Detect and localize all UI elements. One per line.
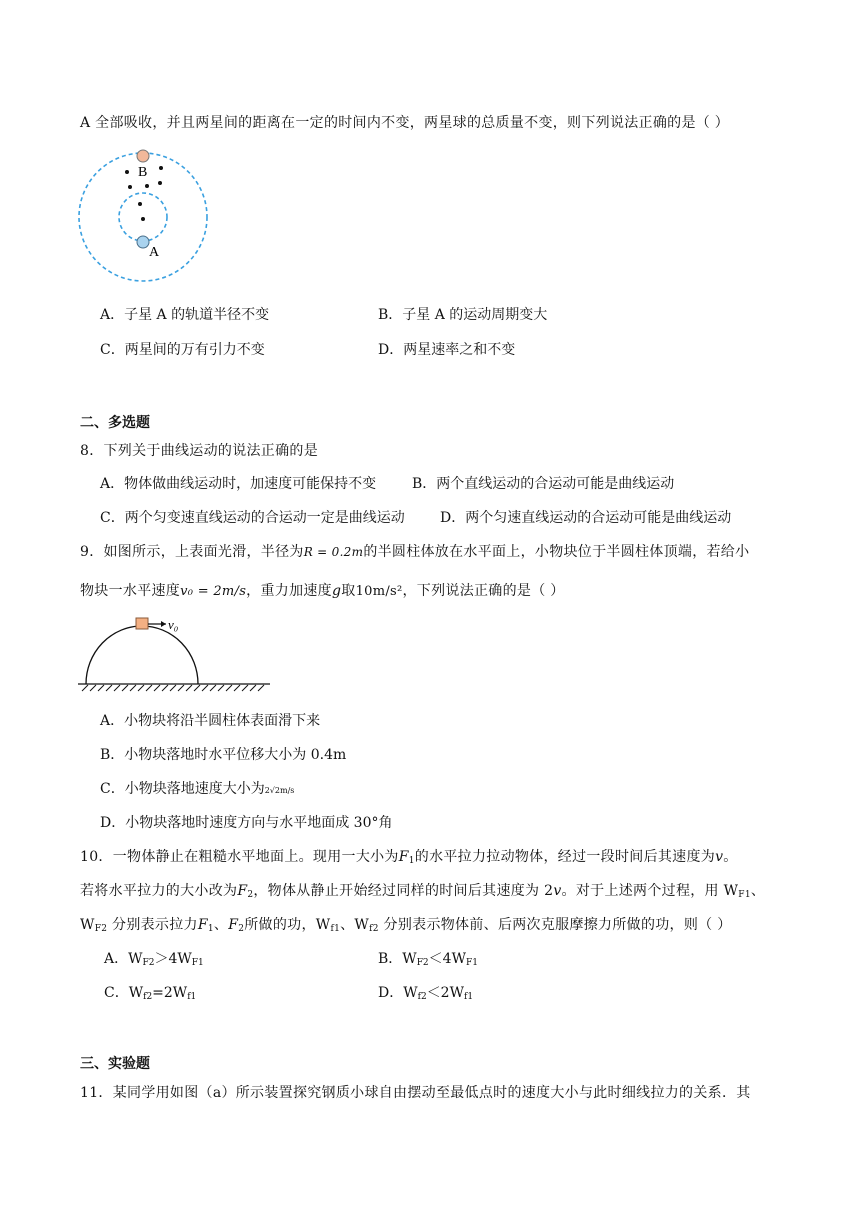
opt-sub: f1 (187, 992, 197, 1002)
q8-option-d: D．两个匀速直线运动的合运动可能是曲线运动 (440, 510, 732, 526)
q10-v: v (715, 849, 724, 865)
q8-stem: 8．下列关于曲线运动的说法正确的是 (80, 443, 319, 459)
q9-radius-expr: R = 0.2m (303, 545, 364, 559)
q10-sub: f2 (369, 924, 379, 934)
matter-dot (159, 166, 163, 170)
section-heading-experiment: 三、实验题 (80, 1056, 150, 1072)
center-dot (141, 217, 145, 221)
q10-text: 、 (213, 917, 229, 933)
opt-sub: F2 (142, 958, 155, 968)
q9-v0-expr: v₀ = 2m/s (180, 584, 247, 599)
q9-text: ，重力加速度 (246, 583, 332, 599)
q9-text: 的半圆柱体放在水平面上，小物块位于半圆柱体顶端，若给小 (363, 544, 750, 560)
q9-text: 9．如图所示，上表面光滑，半径为 (80, 544, 304, 560)
matter-dot (138, 202, 142, 206)
opt-sub: F1 (191, 958, 204, 968)
q10-text: 、 (750, 883, 766, 899)
q10-option-c (104, 982, 196, 1002)
q9-option-c-value: 2√2m/s (264, 786, 295, 795)
q10-f1-sub: 1 (408, 856, 415, 866)
q10-option-a (104, 948, 204, 968)
q10-sub: f1 (330, 924, 341, 934)
ground-hatching (82, 685, 264, 691)
q10-f2: F (237, 883, 248, 899)
q10-f2: F (228, 917, 239, 933)
q10-sub: F2 (94, 924, 108, 934)
q8-option-c: C．两个匀变速直线运动的合运动一定是曲线运动 (100, 510, 405, 526)
star-a (137, 236, 149, 248)
q9-text: 取 (341, 583, 356, 599)
q10-f1: F (197, 917, 208, 933)
q9-stem-line2 (80, 580, 565, 600)
opt-text: D．W (378, 985, 418, 1001)
opt-text: C．W (104, 985, 144, 1001)
q10-text: 10．一物体静止在粗糙水平地面上。现用一大小为 (80, 849, 399, 865)
q10-v: v (553, 883, 562, 899)
q10-text: 若将水平拉力的大小改为 (80, 883, 238, 899)
q10-text: W (80, 917, 95, 933)
opt-sub: f1 (463, 992, 474, 1002)
q9-text: ，下列说法正确的是（ ） (402, 583, 565, 599)
q10-sub: F1 (738, 890, 751, 900)
opt-text: ＜2W (426, 985, 464, 1001)
q10-stem-line3 (80, 914, 732, 934)
q7-option-a: A．子星 A 的轨道半径不变 (100, 307, 270, 323)
q9-option-c-text: C．小物块落地速度大小为 (100, 781, 265, 797)
opt-text: =2W (152, 985, 188, 1001)
q9-g-value: 10m/s² (355, 584, 403, 599)
q7-stem-tail: A 全部吸收，并且两星间的距离在一定的时间内不变，两星球的总质量不变，则下列说法正确的是（ ） (80, 115, 730, 131)
half-cylinder-figure (78, 614, 272, 694)
opt-text: ＜4W (428, 951, 466, 967)
q11-stem: 11．某同学用如图（a）所示装置探究钢质小球自由摆动至最低点时的速度大小与此时细线拉力的关系．其 (80, 1085, 751, 1101)
opt-sub: F2 (416, 958, 429, 968)
q10-text: ，物体从静止开始经过同样的时间后其速度为 2 (253, 883, 554, 899)
q10-text: 分别表示物体前、后两次克服摩擦力所做的功，则（ ） (378, 917, 732, 933)
q10-f1: F (398, 849, 409, 865)
matter-dot (128, 185, 132, 189)
small-block (136, 618, 148, 629)
label-b: B (138, 165, 148, 180)
label-a: A (149, 245, 160, 260)
opt-sub: f2 (143, 992, 153, 1002)
q10-text: 、W (340, 917, 370, 933)
q8-option-a: A．物体做曲线运动时，加速度可能保持不变 (100, 476, 377, 492)
opt-sub: F1 (465, 958, 478, 968)
q9-option-a: A．小物块将沿半圆柱体表面滑下来 (100, 713, 321, 729)
q10-text: 。对于上述两个过程，用 W (561, 883, 739, 899)
q7-option-c: C．两星间的万有引力不变 (100, 342, 265, 358)
binary-star-figure (76, 146, 216, 286)
q7-option-b: B．子星 A 的运动周期变大 (378, 307, 548, 323)
q10-option-d (378, 982, 473, 1002)
v0-label: v₀ (168, 617, 179, 632)
q10-text: 。 (723, 849, 738, 865)
q10-f2-sub: 2 (247, 890, 254, 900)
opt-text: B．W (378, 951, 417, 967)
q7-option-d: D．两星速率之和不变 (378, 342, 516, 358)
matter-dot (125, 170, 129, 174)
opt-sub: f2 (417, 992, 427, 1002)
q10-f2-sub: 2 (238, 924, 245, 934)
q9-stem-line1 (80, 541, 749, 561)
arrow-head (161, 621, 166, 627)
q9-option-d: D．小物块落地时速度方向与水平地面成 30°角 (100, 815, 393, 831)
opt-text: ＞4W (154, 951, 192, 967)
q9-option-b: B．小物块落地时水平位移大小为 0.4m (100, 747, 347, 763)
opt-text: A．W (104, 951, 143, 967)
q10-text: 所做的功，W (244, 917, 331, 933)
q9-option-c (100, 778, 294, 798)
q8-option-b: B．两个直线运动的合运动可能是曲线运动 (412, 476, 675, 492)
star-b (137, 150, 149, 162)
q9-g-var: g (331, 583, 342, 599)
section-heading-multiple-choice: 二、多选题 (80, 415, 150, 431)
q10-text: 的水平拉力拉动物体，经过一段时间后其速度为 (414, 849, 716, 865)
q10-stem-line1 (80, 846, 738, 866)
matter-dot (145, 184, 149, 188)
q10-stem-line2 (80, 880, 765, 900)
q9-text: 物块一水平速度 (80, 583, 181, 599)
q10-option-b (378, 948, 478, 968)
half-cylinder (86, 626, 198, 684)
q10-text: 分别表示拉力 (107, 917, 198, 933)
matter-dot (158, 181, 162, 185)
q10-f1-sub: 1 (207, 924, 214, 934)
